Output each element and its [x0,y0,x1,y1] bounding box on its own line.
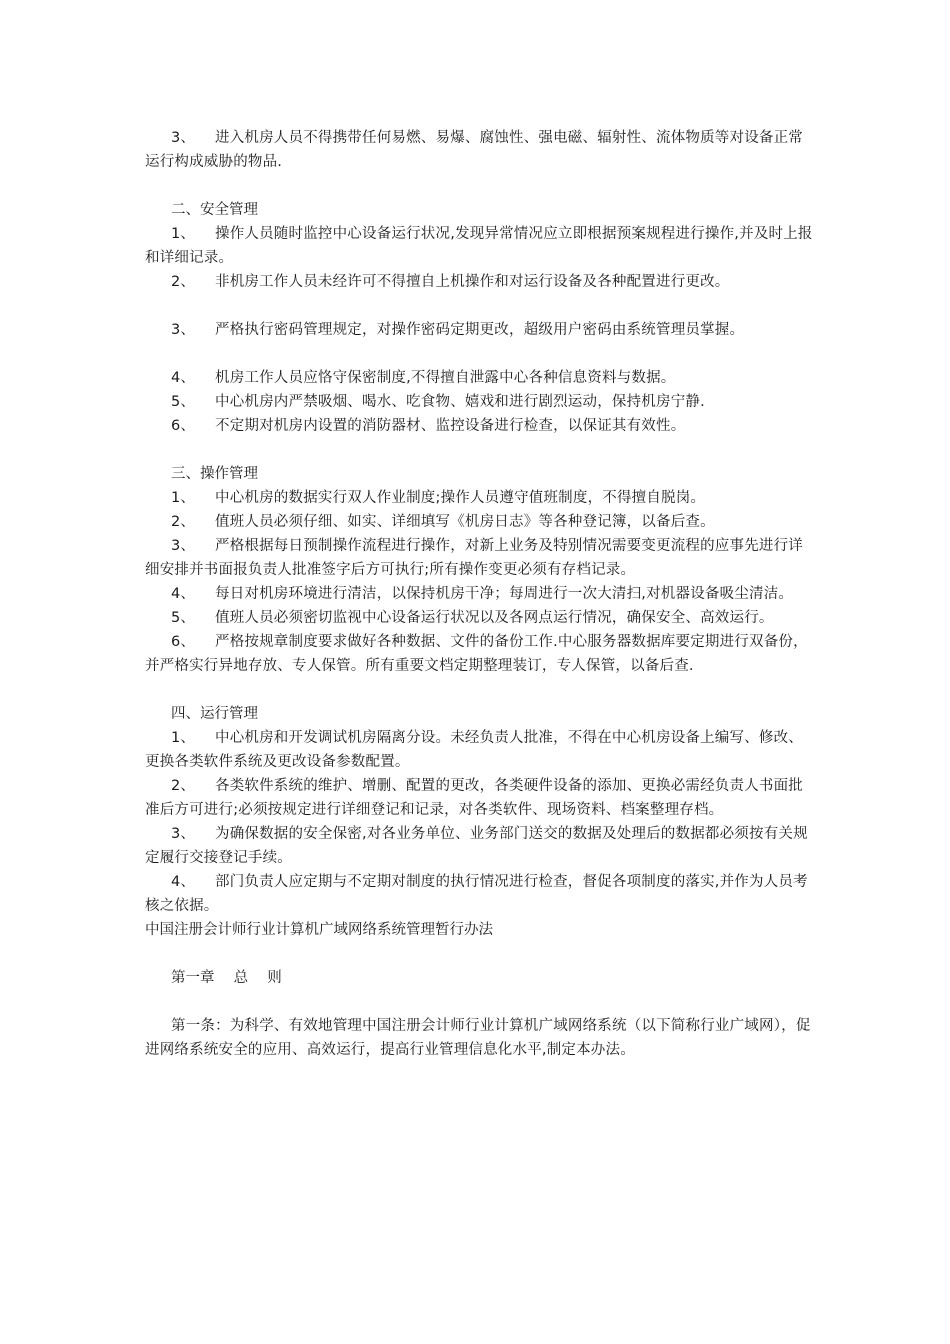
rule-item: 4、 部门负责人应定期与不定期对制度的执行情况进行检查，督促各项制度的落实,并作为人员考核之依据。 [145,874,808,914]
rule-item: 6、 严格按规章制度要求做好各种数据、文件的备份工作.中心服务器数据库要定期进行双备份，并严格实行异地存放、专人保管。所有重要文档定期整理装订，专人保管，以备后查. [145,634,808,674]
document-page [145,126,815,1062]
rule-item: 2、 非机房工作人员未经许可不得擅自上机操作和对运行设备及各种配置进行更改。 [171,274,730,290]
document-title: 中国注册会计师行业计算机广域网络系统管理暂行办法 [145,922,493,938]
rule-item: 3、 为确保数据的安全保密,对各业务单位、业务部门送交的数据及处理后的数据都必须按有关规定履行交接登记手续。 [145,826,808,866]
section-heading-operation: 三、操作管理 [171,466,258,482]
rule-item: 2、 值班人员必须仔细、如实、详细填写《机房日志》等各种登记簿，以备后查。 [171,514,715,530]
rule-item: 4、 机房工作人员应恪守保密制度,不得擅自泄露中心各种信息资料与数据。 [171,370,676,386]
rule-item: 6、 不定期对机房内设置的消防器材、监控设备进行检查，以保证其有效性。 [171,418,686,434]
rule-item: 3、 严格根据每日预制操作流程进行操作，对新上业务及特别情况需要变更流程的应事先进行详细安排并书面报负责人批准签字后方可执行;所有操作变更必须有存档记录。 [145,538,803,578]
rule-item: 5、 值班人员必须密切监视中心设备运行状况以及各网点运行情况，确保安全、高效运行。 [171,610,774,626]
rule-item: 1、 中心机房和开发调试机房隔离分设。未经负责人批准，不得在中心机房设备上编写、修改、更换各类软件系统及更改设备参数配置。 [145,730,803,770]
rule-item: 1、 操作人员随时监控中心设备运行状况,发现异常情况应立即根据预案规程进行操作,并及时上报和详细记录。 [145,226,813,266]
rule-item: 2、 各类软件系统的维护、增删、配置的更改，各类硬件设备的添加、更换必需经负责人书面批准后方可进行;必须按规定进行详细登记和记录，对各类软件、现场资料、档案整理存档。 [145,778,803,818]
rule-item: 1、 中心机房的数据实行双人作业制度;操作人员遵守值班制度，不得擅自脱岗。 [171,490,706,506]
rule-item-3-entry: 3、 进入机房人员不得携带任何易燃、易爆、腐蚀性、强电磁、辐射性、流体物质等对设备正常运行构成威胁的物品. [145,130,803,170]
section-heading-running: 四、运行管理 [171,706,258,722]
section-heading-security: 二、安全管理 [171,202,258,218]
rule-item: 4、 每日对机房环境进行清洁，以保持机房干净；每周进行一次大清扫,对机器设备吸尘清洁。 [171,586,794,602]
rule-item: 3、 严格执行密码管理规定，对操作密码定期更改，超级用户密码由系统管理员掌握。 [171,322,745,338]
rule-item: 5、 中心机房内严禁吸烟、喝水、吃食物、嬉戏和进行剧烈运动，保持机房宁静. [171,394,705,410]
chapter-heading: 第一章 总 则 [171,970,282,986]
article-1: 第一条：为科学、有效地管理中国注册会计师行业计算机广域网络系统（以下简称行业广域网），促进网络系统安全的应用、高效运行，提高行业管理信息化水平,制定本办法。 [145,1018,811,1058]
